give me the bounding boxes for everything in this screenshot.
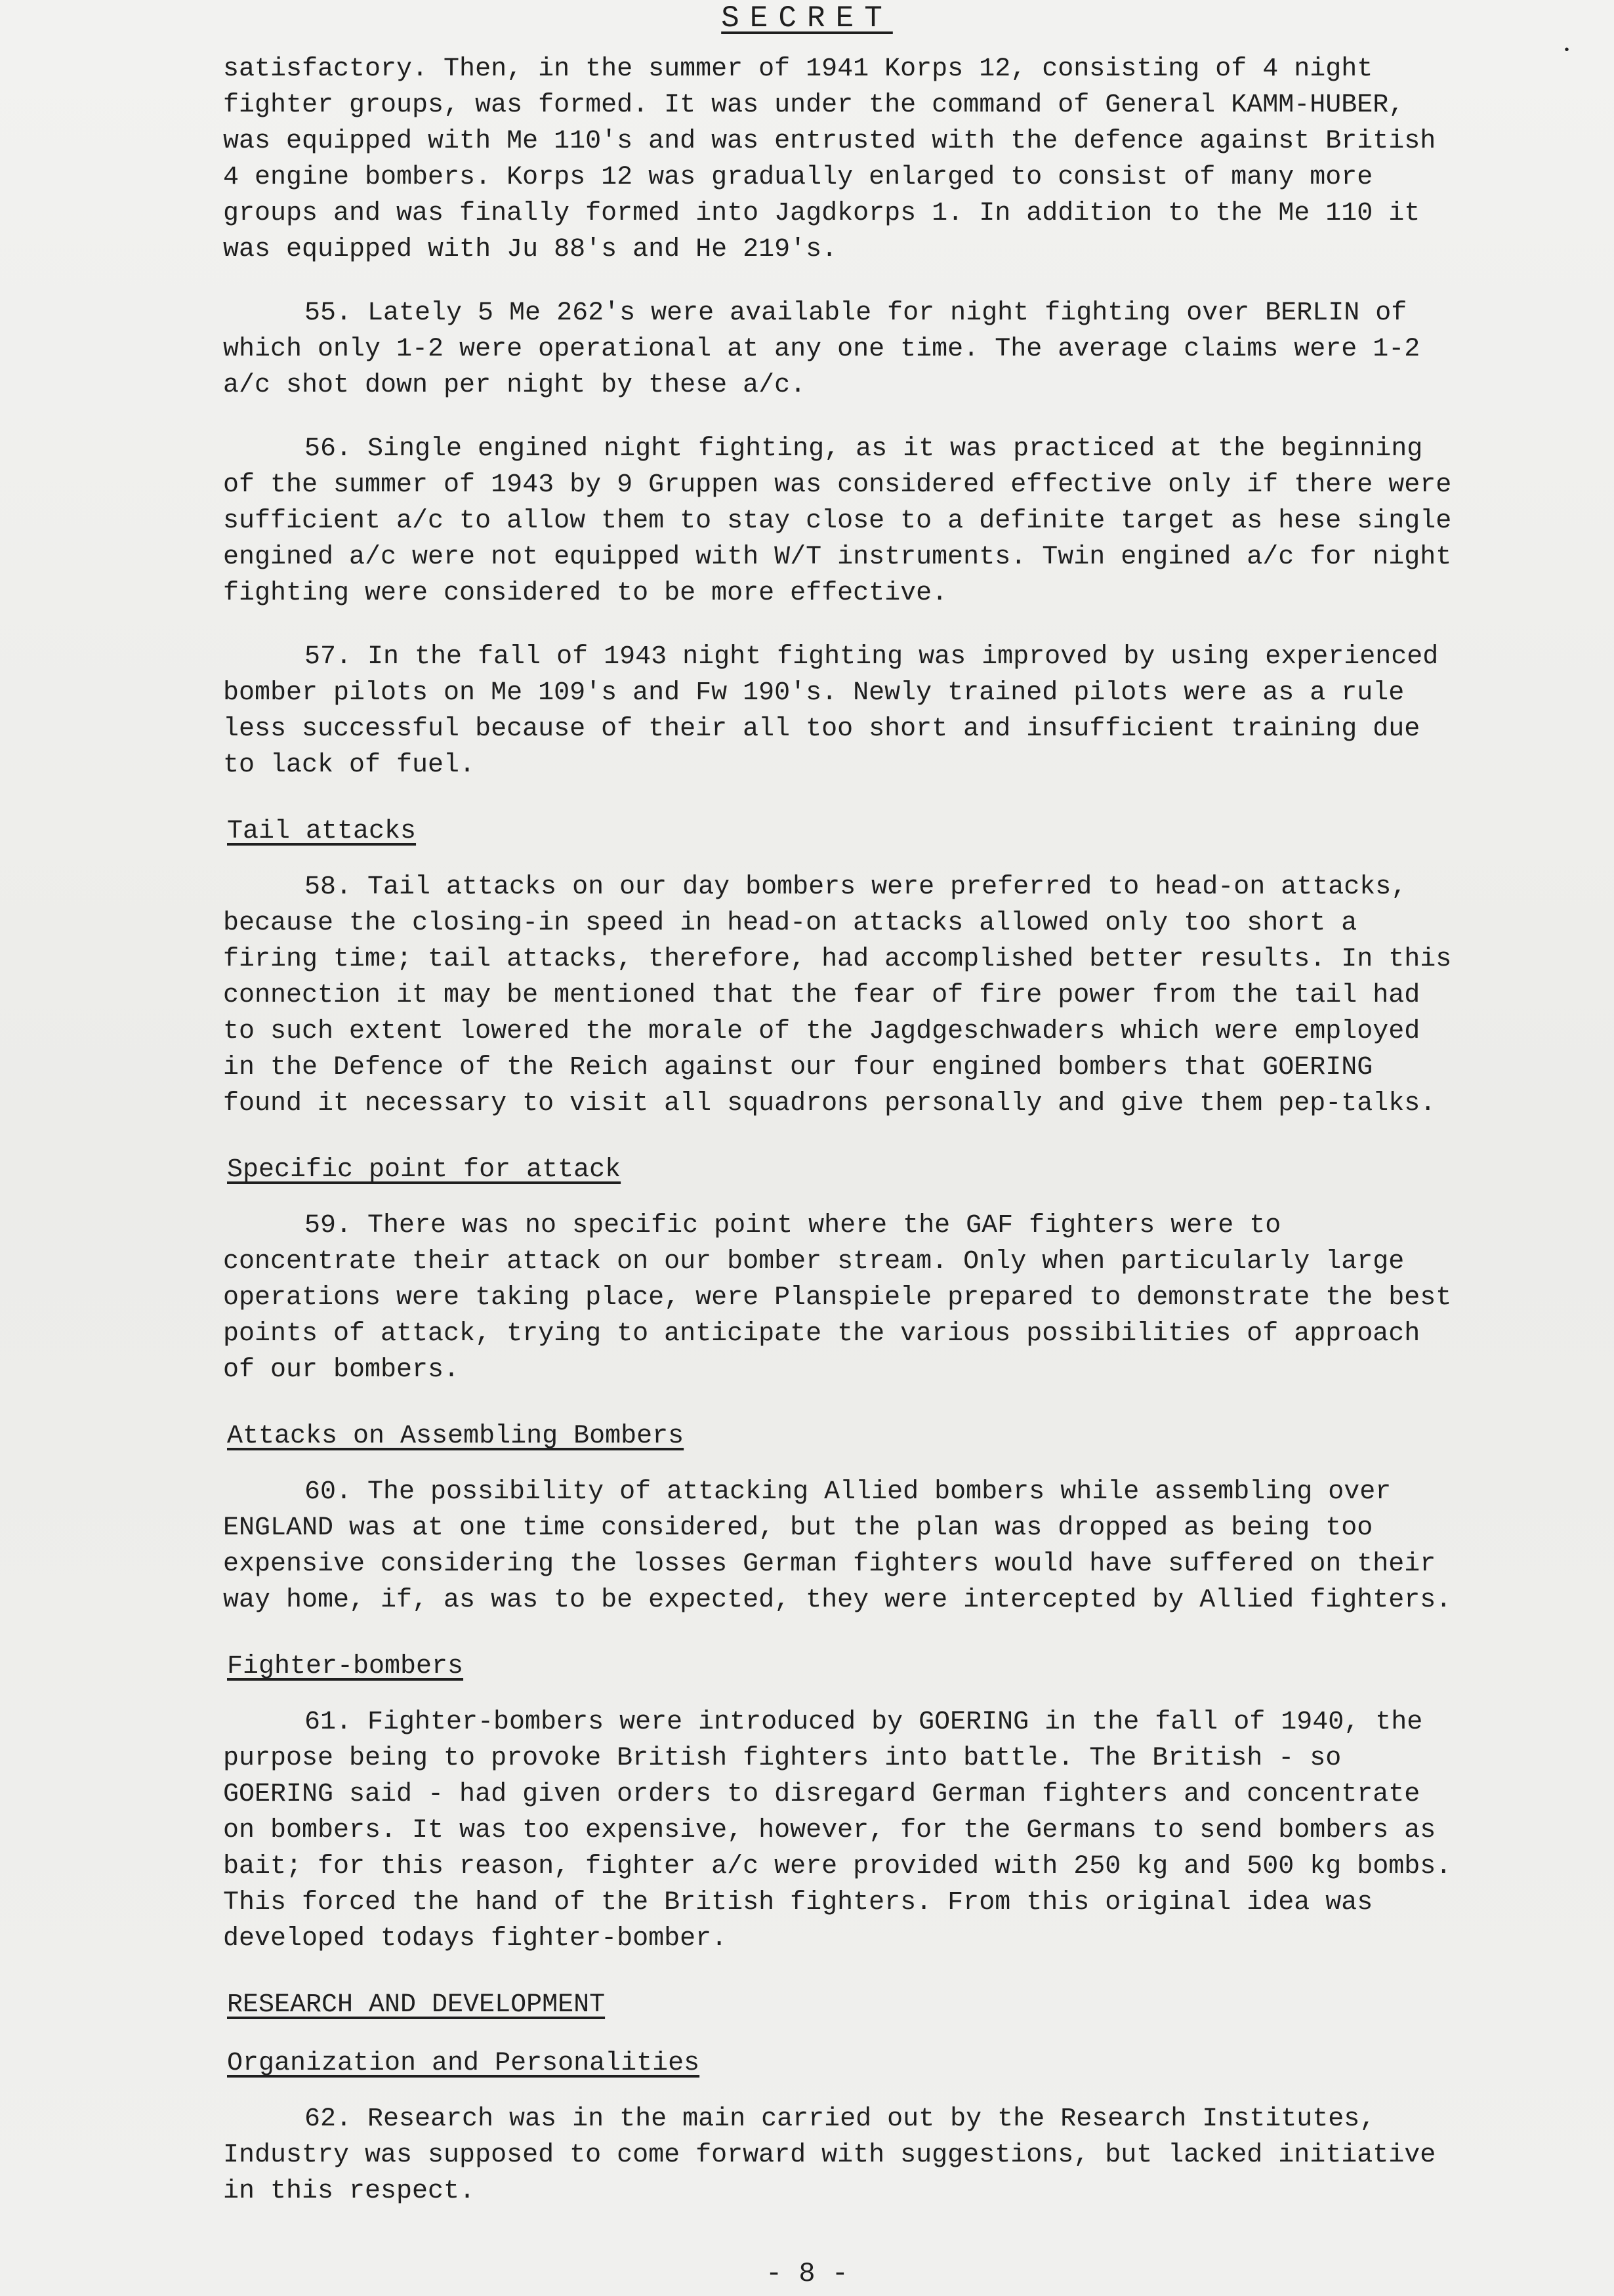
paragraph-54-continued: satisfactory. Then, in the summer of 1941 Korps 12, consisting of 4 night fighter groups, was formed. It was under the command of General KAMM-HUBER, was equipped with Me 110's and was entrusted with the defence against British 4 engine bombers. Korps 12 was gradually enlarged to consist of many more groups and was finally formed into Jagdkorps 1. In addition to the Me 110 it was equipped with Ju 88's and He 219's.: [223, 54, 1436, 264]
page-number: - 8 -: [765, 2258, 849, 2289]
paragraph-56: 56. Single engined night fighting, as it was practiced at the beginning of the summer of 1943 by 9 Gruppen was considered effective only if there were sufficient a/c to allow them to stay close to a definite target as hese single engined a/c were not equipped with W/T instruments. Twin engined a/c for night fighting were considered to be more effective.: [223, 434, 1452, 608]
heading-fighter-bombers: Fighter-bombers: [227, 1652, 464, 1681]
corner-mark: •: [1562, 43, 1571, 58]
heading-tail-attacks: Tail attacks: [227, 817, 417, 846]
heading-research-development: RESEARCH AND DEVELOPMENT: [227, 1990, 606, 2020]
paragraph-57: 57. In the fall of 1943 night fighting was improved by using experienced bomber pilots on Me 109's and Fw 190's. Newly trained pilots were as a rule less successful because of their all too short and insufficient training due to lack of fuel.: [223, 642, 1439, 780]
classification-header: SECRET: [721, 1, 893, 35]
paragraph-62: 62. Research was in the main carried out by the Research Institutes, Industry was supposed to come forward with suggestions, but lacked initiative in this respect.: [223, 2104, 1436, 2206]
paragraph-61: 61. Fighter-bombers were introduced by GOERING in the fall of 1940, the purpose being to provoke British fighters into battle. The British - so GOERING said - had given orders to disregard German fighters and concentrate on bombers. It was too expensive, however, for the Germans to send bombers as bait; for this reason, fighter a/c were provided with 250 kg and 500 kg bombs. This forced the hand of the British fighters. From this original idea was developed todays fighter-bomber.: [223, 1708, 1452, 1954]
paragraph-58: 58. Tail attacks on our day bombers were preferred to head-on attacks, because the closing-in speed in head-on attacks allowed only too short a firing time; tail attacks, therefore, had accomplished better results. In this connection it may be mentioned that the fear of fire power from the tail had to such extent lowered the morale of the Jagdgeschwaders which were employed in the Defence of the Reich against our four engined bombers that GOERING found it necessary to visit all squadrons personally and give them pep-talks.: [223, 872, 1452, 1118]
paragraph-55: 55. Lately 5 Me 262's were available for night fighting over BERLIN of which only 1-2 were operational at any one time. The average claims were 1-2 a/c shot down per night by these a/c.: [223, 298, 1420, 400]
document-body: [223, 51, 1457, 2237]
heading-organization: Organization and Personalities: [227, 2049, 700, 2078]
heading-specific-point: Specific point for attack: [227, 1155, 621, 1185]
paragraph-59: 59. There was no specific point where the GAF fighters were to concentrate their attack on our bomber stream. Only when particularly large operations were taking place, were Planspiele prepared to demonstrate the best points of attack, trying to anticipate the various possibilities of approach of our bombers.: [223, 1211, 1452, 1385]
paragraph-60: 60. The possibility of attacking Allied bombers while assembling over ENGLAND was at one time considered, but the plan was dropped as being too expensive considering the losses German fighters would have suffered on their way home, if, as was to be expected, they were intercepted by Allied fighters.: [223, 1477, 1452, 1615]
heading-assembling-bombers: Attacks on Assembling Bombers: [227, 1422, 684, 1451]
